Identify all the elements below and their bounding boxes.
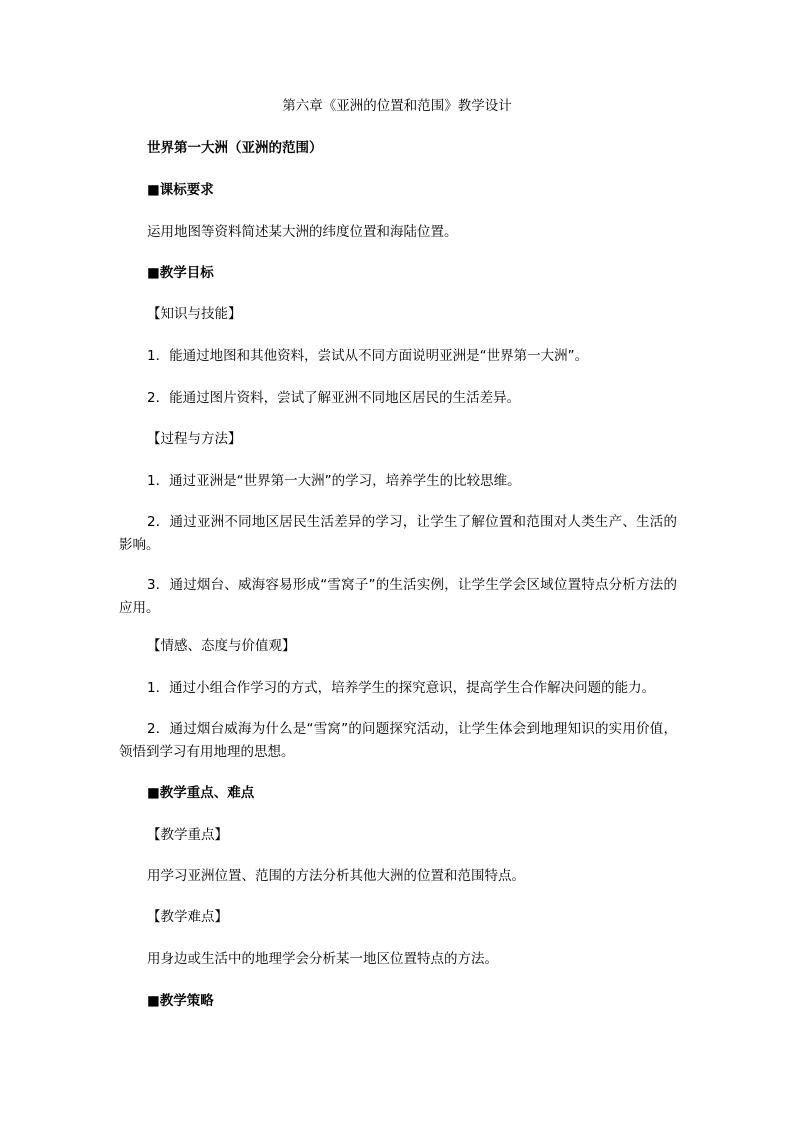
process-item-3: 3．通过烟台、威海容易形成“雪窝子”的生活实例，让学生学会区域位置特点分析方法的应用。 bbox=[119, 577, 677, 616]
subheading-emotion: 【情感、态度与价值观】 bbox=[147, 638, 296, 654]
subheading-difficulty: 【教学难点】 bbox=[147, 909, 228, 925]
standard-text: 运用地图等资料简述某大洲的纬度位置和海陆位置。 bbox=[147, 224, 458, 240]
knowledge-item-2: 2．能通过图片资料，尝试了解亚洲不同地区居民的生活差异。 bbox=[147, 390, 521, 406]
subheading-process: 【过程与方法】 bbox=[147, 431, 242, 447]
emotion-item-2: 2．通过烟台威海为什么是“雪窝”的问题探究活动，让学生体会到地理知识的实用价值，领悟到学习有用地理的思想。 bbox=[119, 721, 677, 760]
section-heading-keypoints: ■教学重点、难点 bbox=[147, 785, 255, 801]
section-heading-standard: ■课标要求 bbox=[147, 182, 214, 198]
difficulty-text: 用身边或生活中的地理学会分析某一地区位置特点的方法。 bbox=[147, 951, 498, 967]
section-heading-strategy: ■教学策略 bbox=[147, 993, 214, 1009]
emotion-item-1: 1．通过小组合作学习的方式，培养学生的探究意识，提高学生合作解决问题的能力。 bbox=[147, 680, 656, 696]
process-item-1: 1．通过亚洲是“世界第一大洲”的学习，培养学生的比较思维。 bbox=[147, 473, 521, 489]
document-title: 第六章《亚洲的位置和范围》教学设计 bbox=[282, 98, 512, 114]
process-item-2: 2．通过亚洲不同地区居民生活差异的学习，让学生了解位置和范围对人类生产、生活的影响。 bbox=[119, 514, 677, 553]
subheading-focus: 【教学重点】 bbox=[147, 827, 228, 843]
knowledge-item-1: 1．能通过地图和其他资料，尝试从不同方面说明亚洲是“世界第一大洲”。 bbox=[147, 348, 589, 364]
document-subtitle: 世界第一大洲（亚洲的范围） bbox=[147, 140, 323, 156]
focus-text: 用学习亚洲位置、范围的方法分析其他大洲的位置和范围特点。 bbox=[147, 868, 525, 884]
subheading-knowledge: 【知识与技能】 bbox=[147, 306, 242, 322]
section-heading-goals: ■教学目标 bbox=[147, 265, 214, 281]
